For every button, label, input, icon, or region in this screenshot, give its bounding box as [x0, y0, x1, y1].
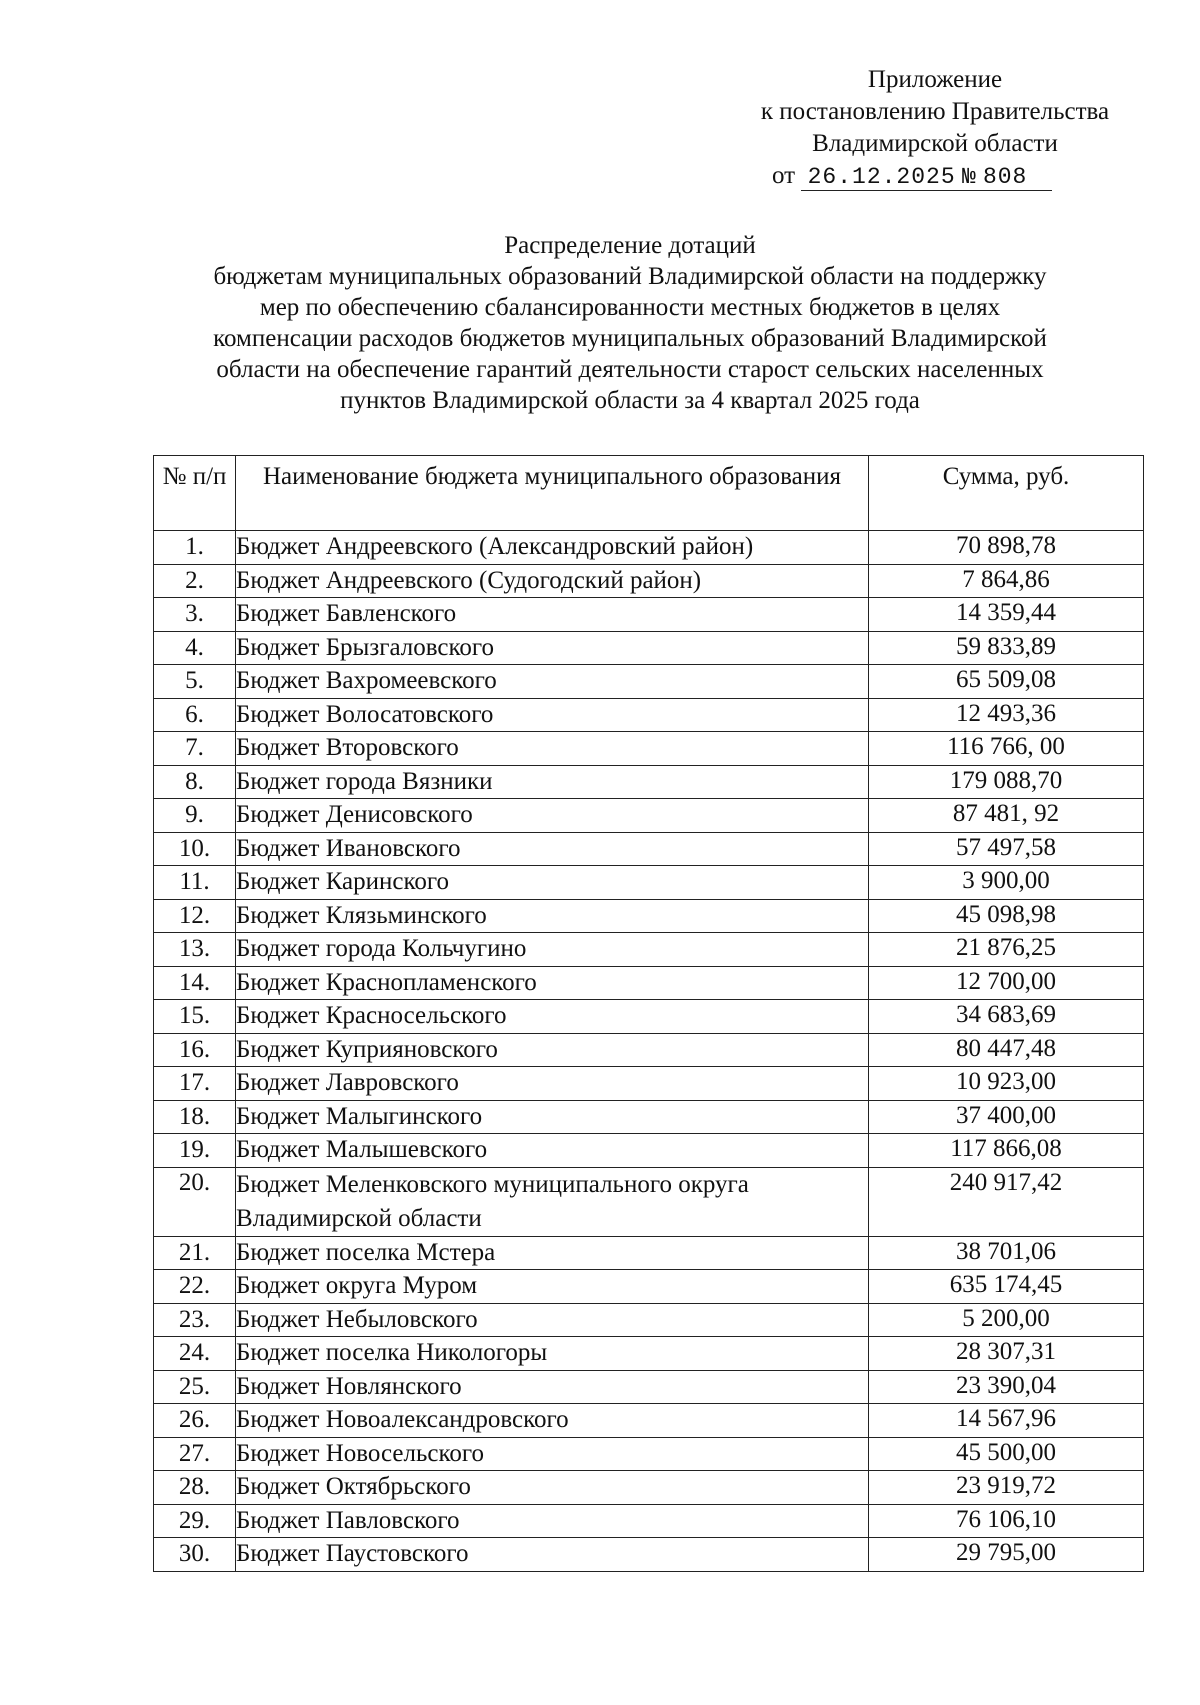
table-row [154, 1236, 1144, 1270]
table-row [154, 1538, 1144, 1572]
table-row [154, 631, 1144, 665]
row-budget-name: Бюджет поселка Никологоры [236, 1337, 869, 1371]
row-budget-name: Бюджет Андреевского (Судогодский район) [236, 564, 869, 598]
row-amount: 116 766, 00 [869, 732, 1144, 766]
appendix-decree-ref: к постановлению Правительства [760, 98, 1110, 125]
number-sign: № [961, 164, 977, 190]
row-budget-name: Бюджет поселка Мстера [236, 1236, 869, 1270]
row-number: 13. [154, 933, 236, 967]
table-row [154, 1370, 1144, 1404]
row-amount: 29 795,00 [869, 1538, 1144, 1572]
row-number: 6. [154, 698, 236, 732]
table-row [154, 1067, 1144, 1101]
date-prefix: от [772, 162, 796, 189]
row-amount: 59 833,89 [869, 631, 1144, 665]
row-number: 8. [154, 765, 236, 799]
row-budget-name: Бюджет Брызгаловского [236, 631, 869, 665]
row-number: 9. [154, 799, 236, 833]
row-amount: 3 900,00 [869, 866, 1144, 900]
header-number: № п/п [154, 456, 236, 531]
table-row [154, 1134, 1144, 1168]
row-amount: 76 106,10 [869, 1504, 1144, 1538]
table-row [154, 1167, 1144, 1236]
title-line-3: мер по обеспечению сбалансированности местных бюджетов в целях [259, 294, 1001, 321]
row-amount: 12 493,36 [869, 698, 1144, 732]
row-budget-name: Бюджет Лавровского [236, 1067, 869, 1101]
row-number: 17. [154, 1067, 236, 1101]
row-number: 20. [154, 1167, 236, 1236]
row-budget-name: Бюджет Куприяновского [236, 1033, 869, 1067]
row-amount: 7 864,86 [869, 564, 1144, 598]
table-body [154, 531, 1144, 1572]
row-amount: 45 500,00 [869, 1437, 1144, 1471]
row-number: 21. [154, 1236, 236, 1270]
row-budget-name: Бюджет Октябрьского [236, 1471, 869, 1505]
row-amount: 87 481, 92 [869, 799, 1144, 833]
row-number: 1. [154, 531, 236, 565]
table-row [154, 899, 1144, 933]
row-amount: 12 700,00 [869, 966, 1144, 1000]
table-row [154, 732, 1144, 766]
row-budget-name: Бюджет Небыловского [236, 1303, 869, 1337]
table-row [154, 564, 1144, 598]
appendix-label: Приложение [867, 66, 1003, 93]
table-row [154, 1033, 1144, 1067]
document-title [150, 230, 1110, 416]
row-amount: 23 919,72 [869, 1471, 1144, 1505]
row-number: 29. [154, 1504, 236, 1538]
row-number: 23. [154, 1303, 236, 1337]
header-name: Наименование бюджета муниципального образования [236, 456, 869, 531]
table-row [154, 933, 1144, 967]
table-row [154, 698, 1144, 732]
row-amount: 10 923,00 [869, 1067, 1144, 1101]
table-row [154, 1504, 1144, 1538]
table-row [154, 598, 1144, 632]
row-number: 14. [154, 966, 236, 1000]
table-header-row [154, 456, 1144, 531]
row-number: 19. [154, 1134, 236, 1168]
row-number: 7. [154, 732, 236, 766]
row-number: 15. [154, 1000, 236, 1034]
row-number: 4. [154, 631, 236, 665]
row-budget-name: Бюджет Паустовского [236, 1538, 869, 1572]
table-row [154, 1000, 1144, 1034]
row-budget-name: Бюджет Малышевского [236, 1134, 869, 1168]
title-line-2: бюджетам муниципальных образований Владимирской области на поддержку [213, 263, 1047, 290]
row-budget-name: Бюджет Красносельского [236, 1000, 869, 1034]
row-budget-name: Бюджет Краснопламенского [236, 966, 869, 1000]
row-amount: 28 307,31 [869, 1337, 1144, 1371]
row-number: 22. [154, 1270, 236, 1304]
budget-distribution-table [153, 455, 1144, 1572]
date-number-field [801, 163, 1052, 191]
row-amount: 14 359,44 [869, 598, 1144, 632]
row-amount: 635 174,45 [869, 1270, 1144, 1304]
row-amount: 179 088,70 [869, 765, 1144, 799]
row-number: 3. [154, 598, 236, 632]
row-budget-name: Бюджет Ивановского [236, 832, 869, 866]
row-number: 2. [154, 564, 236, 598]
row-budget-name: Бюджет Малыгинского [236, 1100, 869, 1134]
table-row [154, 966, 1144, 1000]
row-amount: 45 098,98 [869, 899, 1144, 933]
row-budget-name: Бюджет Бавленского [236, 598, 869, 632]
row-amount: 117 866,08 [869, 1134, 1144, 1168]
row-budget-name: Бюджет Каринского [236, 866, 869, 900]
table-row [154, 765, 1144, 799]
row-number: 28. [154, 1471, 236, 1505]
row-number: 25. [154, 1370, 236, 1404]
row-amount: 57 497,58 [869, 832, 1144, 866]
row-budget-name: Бюджет Денисовского [236, 799, 869, 833]
table-row [154, 1471, 1144, 1505]
row-amount: 37 400,00 [869, 1100, 1144, 1134]
row-amount: 80 447,48 [869, 1033, 1144, 1067]
row-budget-name: Бюджет Павловского [236, 1504, 869, 1538]
row-number: 24. [154, 1337, 236, 1371]
table-row [154, 866, 1144, 900]
title-line-1: Распределение дотаций [504, 232, 756, 259]
row-budget-name: Бюджет Андреевского (Александровский район) [236, 531, 869, 565]
row-budget-name: Бюджет Второвского [236, 732, 869, 766]
row-number: 16. [154, 1033, 236, 1067]
row-number: 10. [154, 832, 236, 866]
row-amount: 38 701,06 [869, 1236, 1144, 1270]
row-amount: 14 567,96 [869, 1404, 1144, 1438]
table-row [154, 1437, 1144, 1471]
title-line-6: пунктов Владимирской области за 4 квартал 2025 года [340, 387, 920, 414]
row-amount: 5 200,00 [869, 1303, 1144, 1337]
row-number: 12. [154, 899, 236, 933]
row-amount: 70 898,78 [869, 531, 1144, 565]
row-number: 18. [154, 1100, 236, 1134]
appendix-region: Владимирской области [812, 130, 1058, 157]
title-line-4: компенсации расходов бюджетов муниципальных образований Владимирской [213, 325, 1047, 352]
row-number: 5. [154, 665, 236, 699]
title-line-5: области на обеспечение гарантий деятельности старост сельских населенных [216, 356, 1044, 383]
row-budget-name: Бюджет Вахромеевского [236, 665, 869, 699]
row-amount: 34 683,69 [869, 1000, 1144, 1034]
table-row [154, 832, 1144, 866]
row-amount: 65 509,08 [869, 665, 1144, 699]
table-row [154, 1337, 1144, 1371]
row-amount: 240 917,42 [869, 1167, 1144, 1236]
row-amount: 23 390,04 [869, 1370, 1144, 1404]
row-budget-name: Бюджет округа Муром [236, 1270, 869, 1304]
appendix-date-line [700, 160, 1170, 192]
row-budget-name: Бюджет Новоалександровского [236, 1404, 869, 1438]
table-row [154, 799, 1144, 833]
row-budget-name: Бюджет Волосатовского [236, 698, 869, 732]
row-amount: 21 876,25 [869, 933, 1144, 967]
row-budget-name: Бюджет Новлянского [236, 1370, 869, 1404]
row-budget-name: Бюджет Новосельского [236, 1437, 869, 1471]
row-number: 27. [154, 1437, 236, 1471]
row-budget-name: Бюджет Клязьминского [236, 899, 869, 933]
decree-date: 26.12.2025 [807, 164, 956, 190]
table-row [154, 1404, 1144, 1438]
header-sum: Сумма, руб. [869, 456, 1144, 531]
appendix-header [700, 64, 1170, 192]
table-row [154, 1100, 1144, 1134]
row-budget-name: Бюджет города Вязники [236, 765, 869, 799]
row-number: 30. [154, 1538, 236, 1572]
table-row [154, 531, 1144, 565]
row-budget-name: Бюджет Меленковского муниципального округа Владимирской области [236, 1167, 869, 1236]
table-row [154, 665, 1144, 699]
row-budget-name: Бюджет города Кольчугино [236, 933, 869, 967]
table-row [154, 1270, 1144, 1304]
row-number: 11. [154, 866, 236, 900]
table-row [154, 1303, 1144, 1337]
decree-number: 808 [982, 164, 1028, 190]
row-number: 26. [154, 1404, 236, 1438]
